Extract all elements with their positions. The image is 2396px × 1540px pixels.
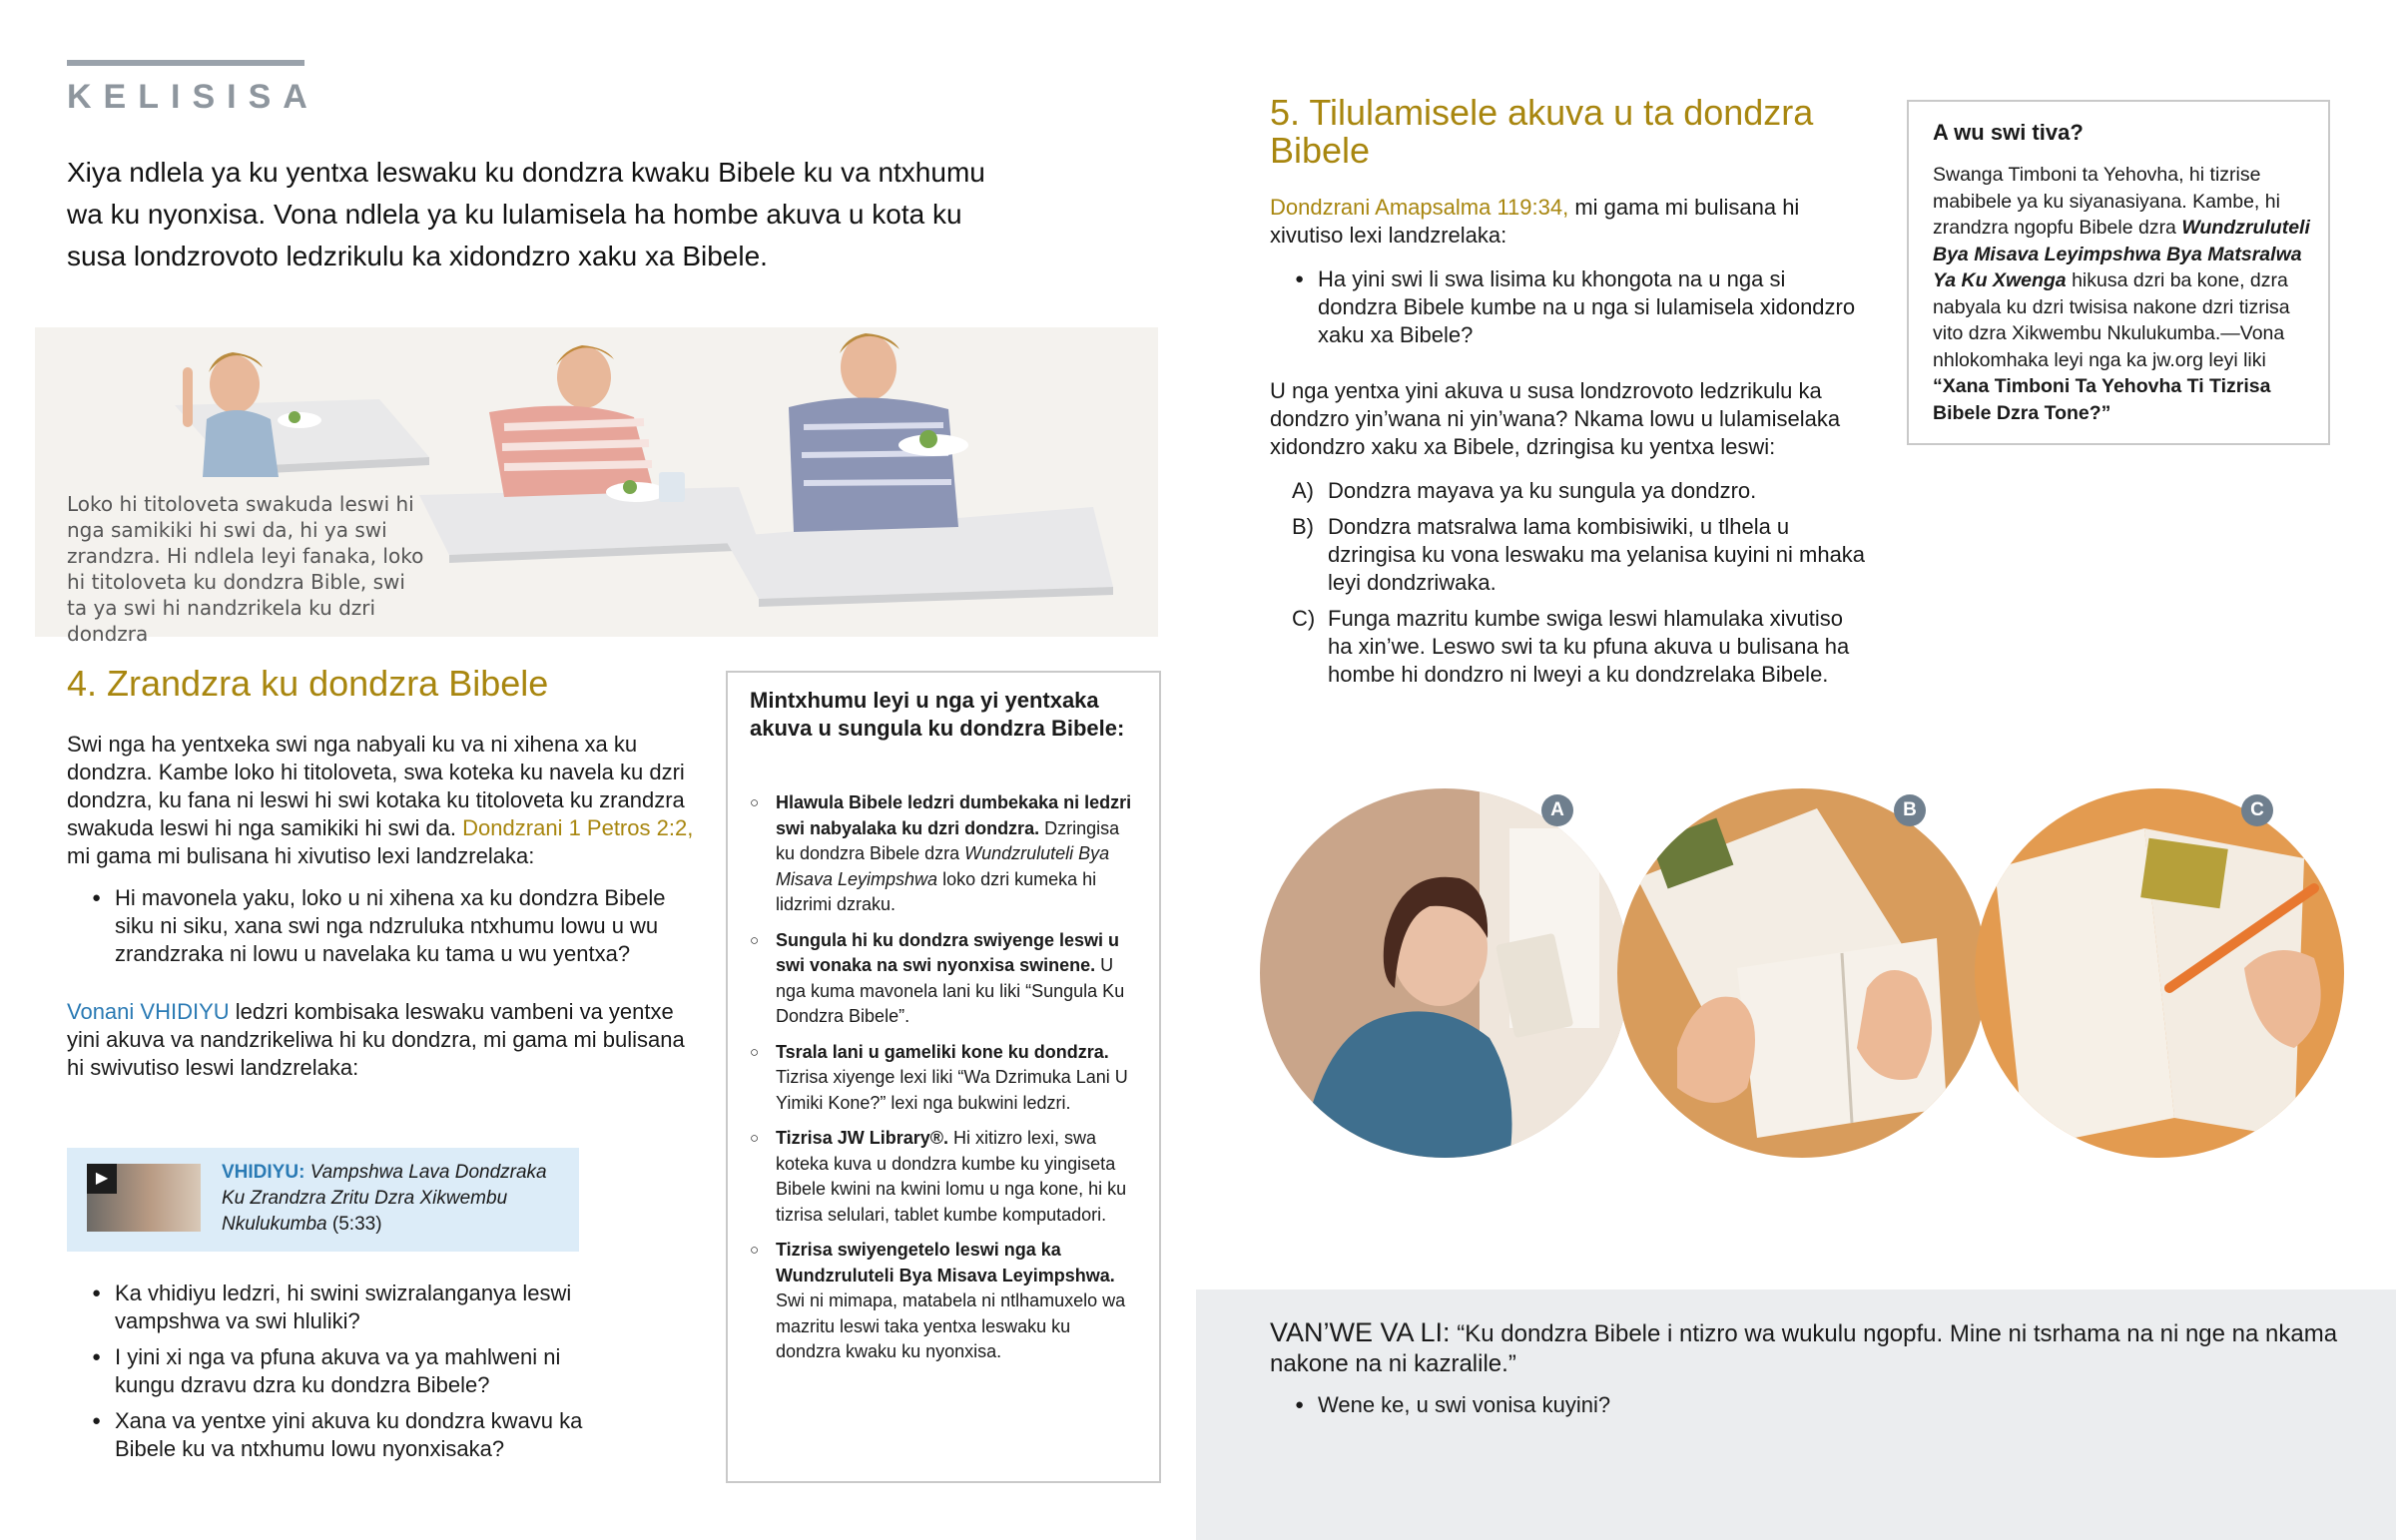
tip-item: ○ Tizrisa JW Library®. Hi xitizro lexi, swa koteka kuva u dondzra kumbe ku yingiseta Bibele kwini na kwini lomu u nga kone, hi ku tizrisa selulari, tablet kumbe komputadori.: [750, 1126, 1139, 1228]
step-b: B) Dondzra matsralwa lama kombisiwiki, u tlhela u dzringisa ku vona leswaku ma yelanisa kuyini ni mhaka leyi dondzriwaka.: [1292, 514, 1866, 595]
video-title[interactable]: [222, 1160, 566, 1238]
preparation-steps: [1270, 477, 1869, 697]
tip-item: ○ Tizrisa swiyengetelo leswi nga ka Wundzruluteli Bya Misava Leyimpshwa. Swi ni mimapa, matabela ni ntlhamuxelo wa mazritu leswi taka yentxa leswaku ku dondzra kwaku ku nyonxisa.: [750, 1238, 1139, 1365]
tips-box-heading: Mintxhumu leyi u nga yi yentxaka akuva u sungula ku dondzra Bibele:: [750, 688, 1125, 741]
discussion-question-list: [1270, 265, 1869, 357]
illustration-b-hands-bible: [1617, 788, 1987, 1158]
scripture-reference-link[interactable]: Dondzrani 1 Petros 2:2,: [462, 815, 694, 840]
quote-label: VAN’WE VA LI:: [1270, 1317, 1451, 1347]
quote-text: [1270, 1317, 2368, 1379]
video-question: ● Ka vhidiyu ledzri, hi swini swizralanganya leswi vampshwa va swi hluliki?: [67, 1280, 626, 1335]
scripture-reference-link[interactable]: Dondzrani Amapsalma 119:34,: [1270, 195, 1569, 220]
section-label: KELISISA: [67, 78, 319, 116]
tip-item: ○ Tsrala lani u gameliki kone ku dondzra. Tizrisa xiyenge lexi liki “Wa Dzrimuka Lani U Yimiki Kone?” lexi nga bukwini ledzri.: [750, 1040, 1139, 1117]
label-a: A: [1541, 794, 1573, 826]
label-c: C: [2241, 794, 2273, 826]
discussion-question-list: [67, 884, 706, 976]
did-you-know-heading: A wu swi tiva?: [1933, 120, 2084, 145]
paragraph-text: ledzri kombisaka leswaku vambeni va yentxe yini akuva va nandzrikeliwa hi ku dondzra, mi gama mi bulisana hi swivutiso leswi landzrelaka:: [67, 999, 685, 1080]
play-icon[interactable]: ▶: [87, 1164, 117, 1194]
quote-question: ● Wene ke, u swi vonisa kuyini?: [1270, 1391, 1869, 1419]
section-4-paragraph: [67, 731, 696, 870]
tip-item: ○ Sungula hi ku dondzra swiyenge leswi u swi vonaka na swi nyonxisa swinene. U nga kuma mavonela lani ku liki “Sungula Ku Dondzra Bibele”.: [750, 928, 1139, 1030]
video-card[interactable]: [67, 1148, 579, 1252]
video-question: ● Xana va yentxe yini akuva ku dondzra kwavu ka Bibele ku va ntxhumu lowu nyonxisaka?: [67, 1407, 626, 1463]
discussion-question: ● Ha yini swi li swa lisima ku khongota na u nga si dondzra Bibele kumbe na u nga si lulamisela xidondzro xaku xa Bibele?: [1270, 265, 1869, 349]
video-link[interactable]: Vonani VHIDIYU: [67, 999, 230, 1024]
step-a: A) Dondzra mayava ya ku sungula ya dondzro.: [1292, 478, 1757, 503]
paragraph-text: mi gama mi bulisana hi xivutiso lexi landzrelaka:: [67, 843, 535, 868]
photo-caption: Loko hi titoloveta swakuda leswi hi nga samikiki hi swi da, hi ya swi zrandzra. Hi ndlela leyi fanaka, loko hi titoloveta ku dondzra Bible, swi ta ya swi hi nandzrikela ku dzri dondzra: [67, 492, 424, 646]
preparation-paragraph: U nga yentxa yini akuva u susa londzrovoto ledzrikulu ka dondzro yin’wana ni yin’wana? Nkama lowu u lulamiselaka xidondzro xaku xa Bibele, dzringisa ku yentxa leswi:: [1270, 378, 1841, 459]
section-rule: [67, 60, 304, 66]
tips-list: [750, 790, 1139, 1375]
video-intro-paragraph: [67, 998, 706, 1082]
illustration-c-marking-book: [1975, 788, 2344, 1158]
video-title-text: Vampshwa Lava Dondzraka Ku Zrandzra Zritu Dzra Xikwembu Nkulukumba: [222, 1162, 547, 1235]
video-question-list: [67, 1280, 626, 1471]
step-c: C) Funga mazritu kumbe swiga leswi hlamulaka xivutiso ha xin’we. Leswo swi ta ku pfuna akuva u bulisana ha hombe hi dondzro ni lweyi a ku dondzrelaka Bibele.: [1292, 606, 1850, 687]
did-you-know-text: Swanga Timboni ta Yehovha, hi tizrise mabibele ya ku siyanasiyana. Kambe, hi zrandzra ngopfu Bibele dzra Wundzruluteli Bya Misava Leyimpshwa Bya Matsralwa Ya Ku Xwenga hikusa dzri ba kone, dzra nabyala ku dzri twisisa nakone dzri tizrisa vito dzra Xikwembu Nkulukumba.—Vona nhlokomhaka leyi nga ka jw.org leyi liki “Xana Timboni Ta Yehovha Ti Tizrisa Bibele Dzra Tone?”: [1933, 164, 2310, 424]
section-5-heading: 5. Tilulamisele akuva u ta dondzra Bibele: [1270, 92, 1814, 171]
video-duration: (5:33): [331, 1214, 382, 1235]
paragraph-text: mi gama mi bulisana hi xivutiso lexi landzrelaka:: [1270, 195, 1800, 248]
tips-box: [726, 671, 1161, 1483]
label-b: B: [1894, 794, 1926, 826]
intro-text: Xiya ndlela ya ku yentxa leswaku ku dondzra kwaku Bibele ku va ntxhumu wa ku nyonxisa. Vona ndlela ya ku lulamisela ha hombe akuva u kota ku susa londzrovoto ledzrikulu ka xidondzro xaku xa Bibele.: [67, 157, 985, 271]
paragraph-text: Swi nga ha yentxeka swi nga nabyali ku va ni xihena xa ku dondzra. Kambe loko hi titoloveta, swa koteka ku navela ku dzri dondzra, ku fana ni leswi hi swi kotaka ku titoloveta ku zrandzra swakuda leswi hi nga samikiki hi swi da.: [67, 732, 685, 840]
video-thumbnail[interactable]: [87, 1164, 201, 1232]
quote-body: “Ku dondzra Bibele i ntizro wa wukulu ngopfu. Mine ni tsrhama na ni nge na nkama nakone na ni kazralile.”: [1270, 1320, 2338, 1377]
did-you-know-box: [1907, 100, 2330, 445]
section-5-paragraph: [1270, 194, 1869, 250]
discussion-question: ● Hi mavonela yaku, loko u ni xihena xa ku dondzra Bibele siku ni siku, xana swi nga ndzruluka ntxhumu lowu u wu zrandzraka ni lowu u navelaka ku tama u wu yentxa?: [67, 884, 706, 968]
illustration-a-girl-reading: [1260, 788, 1629, 1158]
video-question: ● I yini xi nga va pfuna akuva va ya mahlweni ni kungu dzravu dzra ku dondzra Bibele?: [67, 1343, 626, 1399]
tip-item: ○ Hlawula Bibele ledzri dumbekaka ni ledzri swi nabyalaka ku dzri dondzra. Dzringisa ku dondzra Bibele dzra Wundzruluteli Bya Misava Leyimpshwa loko dzri kumeka hi lidzrimi dzraku.: [750, 790, 1139, 918]
video-label: VHIDIYU:: [222, 1162, 305, 1183]
section-4-heading: 4. Zrandzra ku dondzra Bibele: [67, 663, 549, 704]
quote-question-list: [1270, 1391, 1869, 1427]
